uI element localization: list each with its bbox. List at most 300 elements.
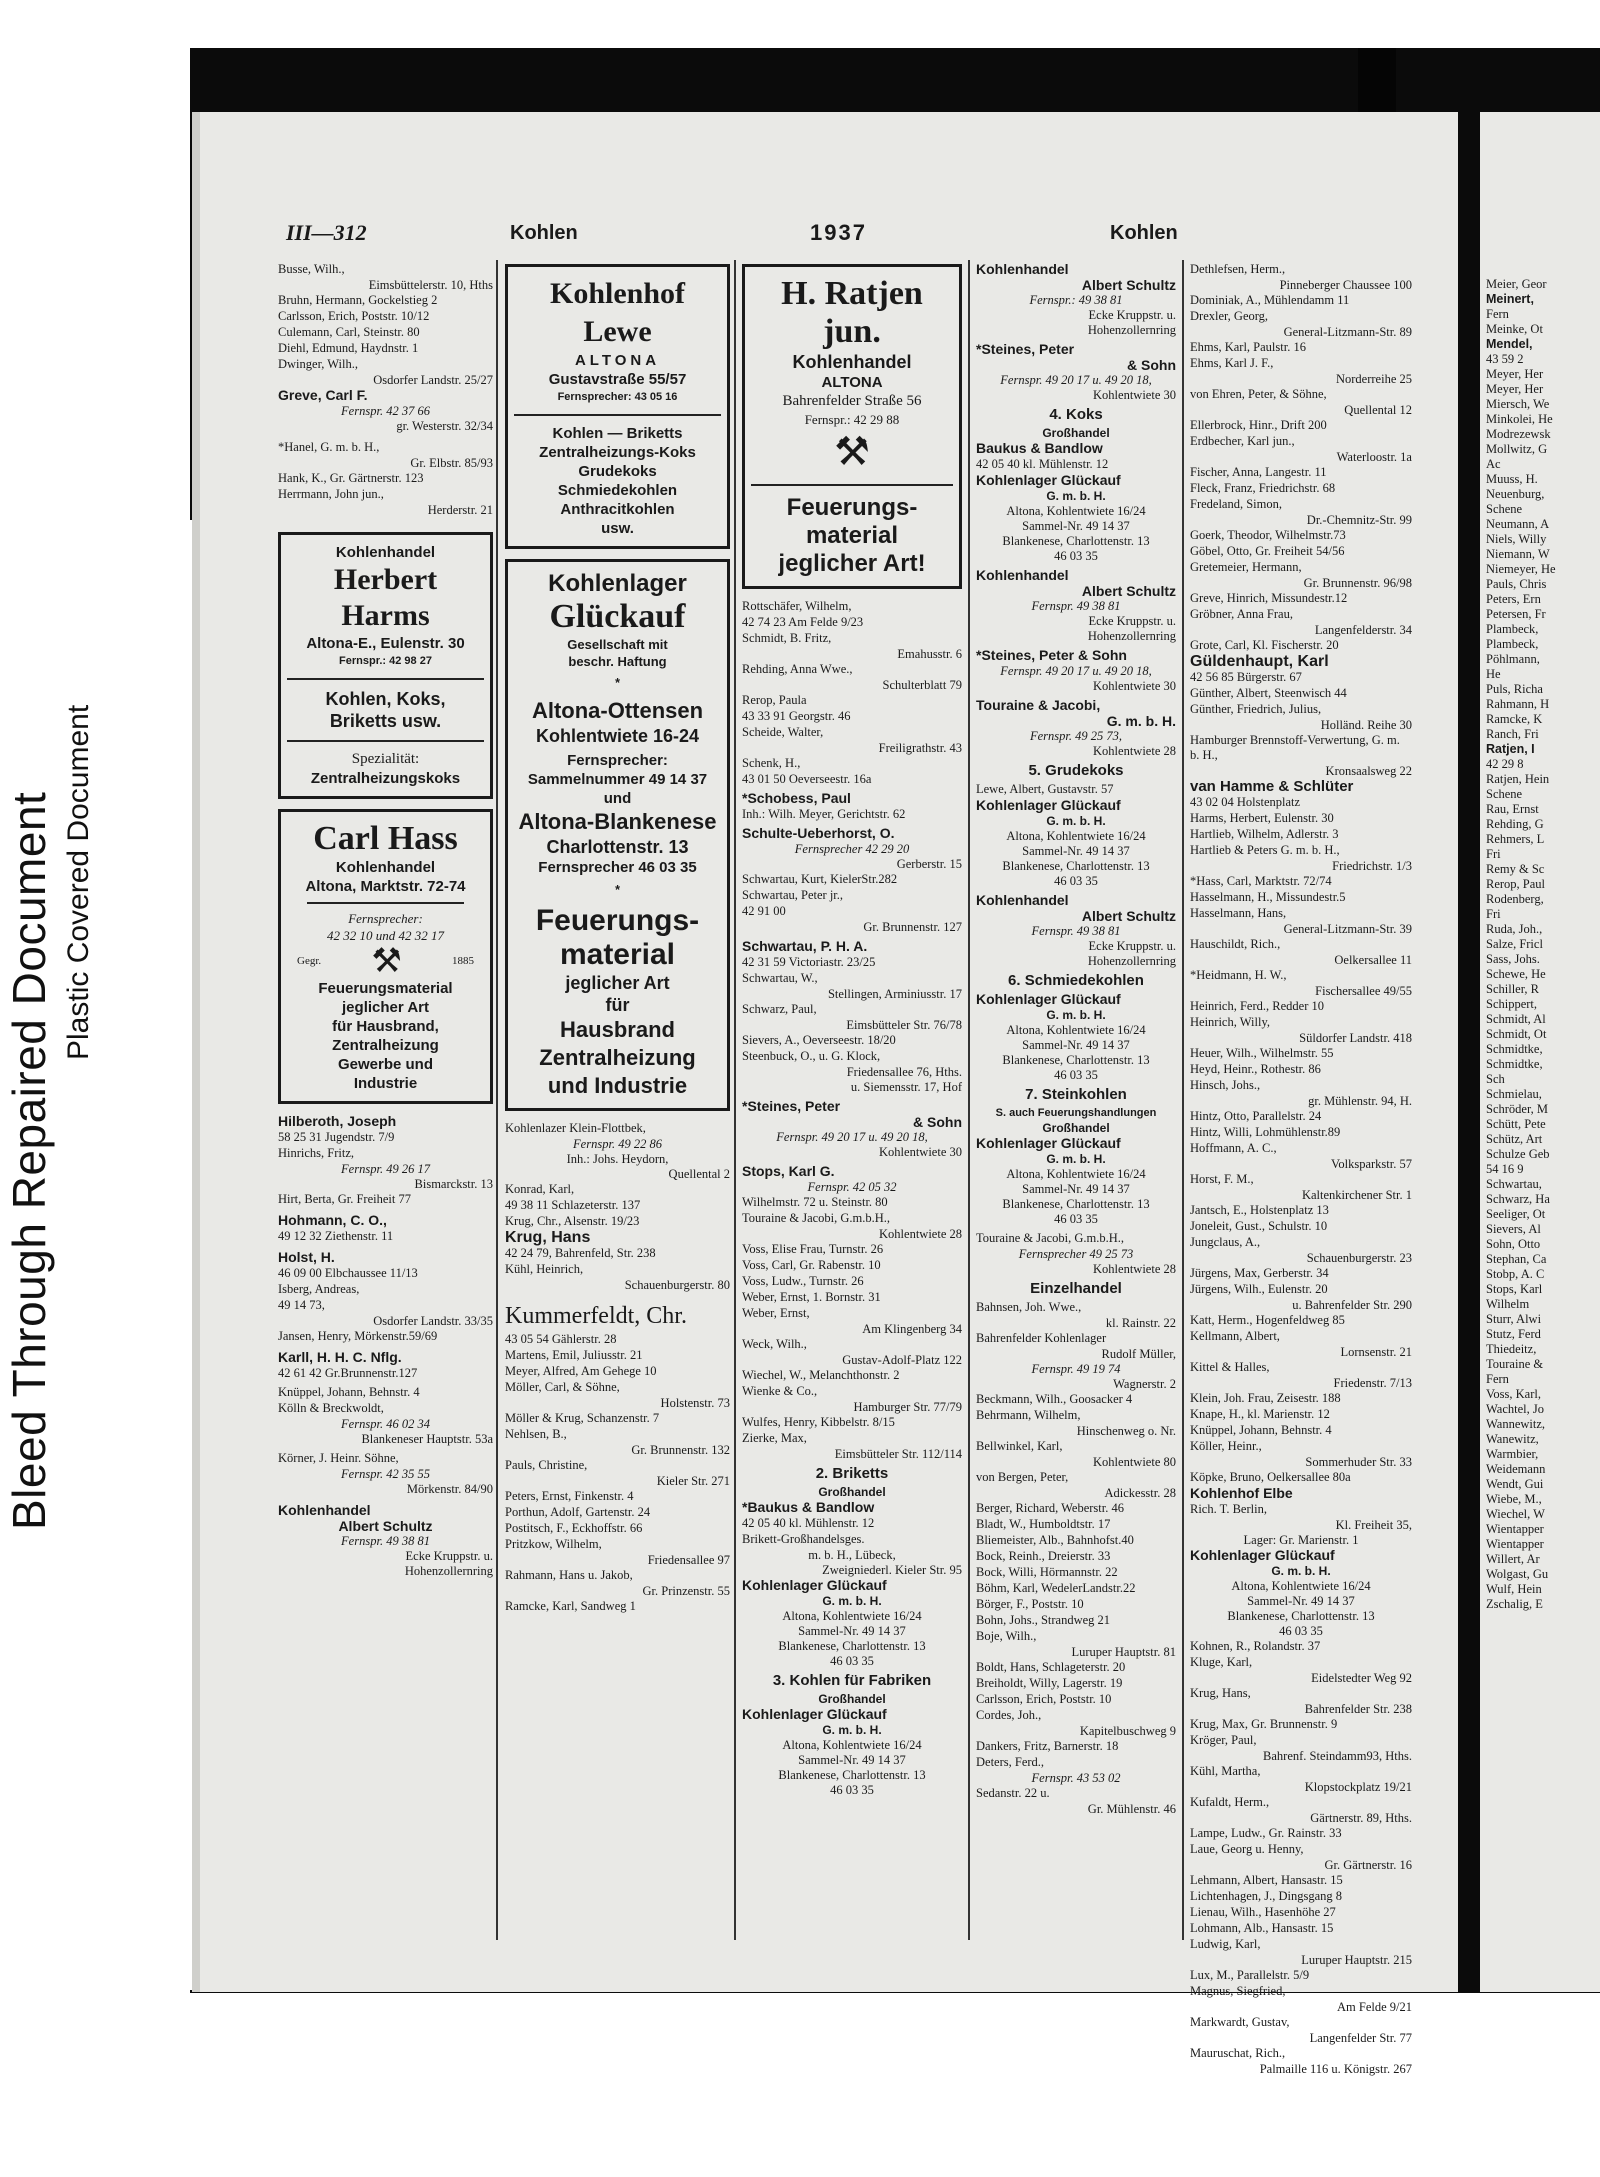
- listing: 42 61 42 Gr.Brunnenstr.127: [278, 1366, 418, 1380]
- listing: Kohlenlager Glückauf: [976, 797, 1121, 813]
- text: Schwartau,: [1486, 1177, 1542, 1191]
- ad-text: Kohlentwiete 16-24: [535, 726, 700, 746]
- listing: Sammel-Nr. 49 14 37: [1022, 1038, 1130, 1052]
- listing: Bahrenf. Steindamm93, Hths.: [1263, 1749, 1412, 1763]
- listing: G. m. b. H.: [1046, 489, 1106, 503]
- text: Sohn, Otto: [1486, 1237, 1541, 1251]
- listing: Ecke Kruppstr. u.: [1088, 308, 1176, 322]
- listing: Lager: Gr. Marienstr. 1: [1243, 1533, 1359, 1547]
- listing: Sammel-Nr. 49 14 37: [1247, 1594, 1355, 1608]
- text: Rodenberg,: [1486, 892, 1544, 906]
- listing: Jürgens, Max, Gerberstr. 34: [1190, 1266, 1329, 1280]
- listing: Pinneberger Chaussee 100: [1279, 278, 1412, 292]
- listing: Karll, H. H. C. Nflg.: [278, 1349, 402, 1365]
- ad-text: Fernspr.: 42 29 88: [804, 412, 900, 427]
- listing: Katt, Herm., Hogenfeldweg 85: [1190, 1313, 1345, 1327]
- listing: Am Klingenberg 34: [862, 1322, 962, 1336]
- listing: Hohenzollernring: [1087, 629, 1176, 643]
- listing: Joneleit, Gust., Schulstr. 10: [1190, 1219, 1328, 1233]
- listing: Fernspr. 49 26 17: [341, 1162, 430, 1176]
- stamp-bleed-through: Bleed Through Repaired Document: [3, 791, 55, 1530]
- listing: Blankenese, Charlottenstr. 13: [778, 1768, 926, 1782]
- listing: Süldorfer Landstr. 418: [1299, 1031, 1412, 1045]
- listing: Carlsson, Erich, Poststr. 10/12: [278, 309, 430, 323]
- text: Niels, Willy: [1486, 532, 1547, 546]
- ad-text: Fernsprecher:: [567, 752, 668, 769]
- listing: Hartlieb & Peters G. m. b. H.,: [1190, 843, 1340, 857]
- listing: Günther, Friedrich, Julius,: [1190, 702, 1322, 716]
- text: Plambeck,: [1486, 622, 1539, 636]
- listing: Böhm, Karl, WedelerLandstr.22: [976, 1581, 1136, 1595]
- text: Sievers, Al: [1486, 1222, 1541, 1236]
- listing: Luruper Hauptstr. 215: [1301, 1953, 1412, 1967]
- listing: Luruper Hauptstr. 81: [1071, 1645, 1176, 1659]
- listing: Bismarckstr. 13: [414, 1177, 493, 1191]
- text: Stobp, A. C: [1486, 1267, 1545, 1281]
- text: Wilhelm: [1486, 1297, 1530, 1311]
- ad-text: jeglicher Art!: [778, 550, 926, 577]
- listing: u. Siemensstr. 17, Hof: [850, 1080, 962, 1094]
- listing: Hartlieb, Wilhelm, Adlerstr. 3: [1190, 827, 1339, 841]
- listing: Blankenese, Charlottenstr. 13: [1002, 534, 1150, 548]
- listing: G. m. b. H.: [1271, 1564, 1331, 1578]
- listing: Jürgens, Wilh., Eulenstr. 20: [1190, 1282, 1328, 1296]
- listing: Weber, Ernst, 1. Bornstr. 31: [742, 1290, 881, 1304]
- listing: Kohlentwiete 30: [1093, 388, 1176, 402]
- ad-text: Zentralheizung: [539, 1045, 696, 1070]
- listing: Greve, Hinrich, Missundestr.12: [1190, 591, 1348, 605]
- listing: Rottschäfer, Wilhelm,: [742, 599, 852, 613]
- text: Zschalig, E: [1486, 1597, 1543, 1611]
- listing: Bliemeister, Alb., Bahnhofst.40: [976, 1533, 1134, 1547]
- listing: Stellingen, Arminiusstr. 17: [827, 987, 962, 1001]
- listing: 46 03 35: [1054, 549, 1098, 563]
- text: Fern: [1486, 1372, 1509, 1386]
- listing: Bock, Willi, Hörmannstr. 22: [976, 1565, 1118, 1579]
- text: Ac: [1486, 457, 1501, 471]
- text: Weidemann: [1486, 1462, 1546, 1476]
- listing: Freiligrathstr. 43: [878, 741, 962, 755]
- listing: Schulterblatt 79: [882, 678, 962, 692]
- column-4: [976, 262, 1176, 1817]
- ad-text: Zentralheizungs-Koks: [539, 444, 696, 461]
- text: Meinke, Ot: [1486, 322, 1543, 336]
- text: Willert, Ar: [1486, 1552, 1540, 1566]
- text: Schütt, Pete: [1486, 1117, 1546, 1131]
- listing: Touraine & Jacobi, G.m.b.H.,: [976, 1231, 1125, 1245]
- listing: Peters, Ernst, Finkenstr. 4: [505, 1489, 634, 1503]
- text: Meyer, Her: [1486, 367, 1544, 381]
- listing: Bladt, W., Humboldtstr. 17: [976, 1517, 1111, 1531]
- listing: 46 03 35: [830, 1783, 874, 1797]
- listing: G. m. b. H.: [822, 1723, 882, 1737]
- text: Rau, Ernst: [1486, 802, 1539, 816]
- ad-text: für Hausbrand,: [332, 1018, 439, 1035]
- listing: Lux, M., Parallelstr. 5/9: [1190, 1968, 1310, 1982]
- listing: Hohenzollernring: [404, 1564, 493, 1578]
- section-subheading: Großhandel: [818, 1692, 886, 1706]
- listing: Gr. Elbstr. 85/93: [410, 456, 493, 470]
- listing: 43 01 50 Oeverseestr. 16a: [742, 772, 872, 786]
- listing: Dominiak, A., Mühlendamm 11: [1190, 293, 1350, 307]
- listing: Friedrichstr. 1/3: [1332, 859, 1412, 873]
- listing: Altona, Kohlentwiete 16/24: [1006, 1167, 1146, 1181]
- listing: Herderstr. 21: [427, 503, 493, 517]
- listing: Güldenhaupt, Karl: [1190, 653, 1329, 670]
- listing: Fernspr. 42 05 32: [807, 1180, 897, 1194]
- listing: 42 74 23 Am Felde 9/23: [742, 615, 864, 629]
- listing: 49 12 32 Ziethenstr. 11: [278, 1229, 394, 1243]
- listing: Baukus & Bandlow: [976, 440, 1103, 456]
- listing: Kohnen, R., Rolandstr. 37: [1190, 1639, 1321, 1653]
- listing: Rudolf Müller,: [1101, 1347, 1176, 1361]
- listing: Hintz, Otto, Parallelstr. 24: [1190, 1109, 1322, 1123]
- listing: Fernsprecher 49 25 73: [1018, 1247, 1134, 1261]
- listing: 42 24 79, Bahrenfeld, Str. 238: [505, 1246, 656, 1260]
- listing: Schauenburgerstr. 23: [1306, 1251, 1412, 1265]
- text: Meier, Geor: [1486, 277, 1547, 291]
- listing: Knüppel, Johann, Behnstr. 4: [278, 1385, 420, 1399]
- listing: General-Litzmann-Str. 39: [1283, 922, 1412, 936]
- column-divider: [734, 260, 736, 1940]
- listing: Dankers, Fritz, Barnerstr. 18: [976, 1739, 1119, 1753]
- section-note: S. auch Feuerungshandlungen: [995, 1107, 1157, 1119]
- ad-text: 42 32 10 und 42 32 17: [327, 928, 444, 943]
- listing: Günther, Albert, Steenwisch 44: [1190, 686, 1347, 700]
- listing: Magnus, Siegfried,: [1190, 1984, 1286, 1998]
- listing: Altona, Kohlentwiete 16/24: [782, 1609, 922, 1623]
- ad-text: Kohlen, Koks,: [325, 689, 446, 709]
- advert-ratjen: [742, 264, 962, 589]
- section-subheading: Großhandel: [1042, 426, 1110, 440]
- listing: Heyd, Heinr., Rothestr. 86: [1190, 1062, 1321, 1076]
- text: Wendt, Gui: [1486, 1477, 1544, 1491]
- listing: 43 02 04 Holstenplatz: [1190, 795, 1301, 809]
- ad-rule: [287, 740, 484, 742]
- listing: Greve, Carl F.: [278, 387, 368, 403]
- header-year: 1937: [810, 220, 867, 245]
- text: Mollwitz, G: [1486, 442, 1548, 456]
- text: Wolgast, Gu: [1486, 1567, 1549, 1581]
- listing: Sievers, A., Oeverseestr. 18/20: [742, 1033, 896, 1047]
- listing: Kohlentwiete 28: [1093, 744, 1176, 758]
- listing: Bruhn, Hermann, Gockelstieg 2: [278, 293, 438, 307]
- text: Ruda, Joh.,: [1486, 922, 1543, 936]
- listing: von Ehren, Peter, & Söhne,: [1190, 387, 1327, 401]
- text: Sch: [1486, 1072, 1505, 1086]
- ad-text: Altona-Blankenese: [518, 809, 717, 834]
- listing: Sammel-Nr. 49 14 37: [798, 1624, 906, 1638]
- listing: Schenk, H.,: [742, 756, 801, 770]
- listing: Culemann, Carl, Steinstr. 80: [278, 325, 420, 339]
- listing: Inh.: Johs. Heydorn,: [566, 1152, 669, 1166]
- listing: Altona, Kohlentwiete 16/24: [1231, 1579, 1371, 1593]
- text: Rehmers, L: [1486, 832, 1545, 846]
- listing: & Sohn: [913, 1114, 962, 1130]
- ad-text: Grudekoks: [578, 463, 657, 480]
- text: Rahmann, H: [1486, 697, 1550, 711]
- listing: Emahusstr. 6: [897, 647, 962, 661]
- listing: Hasselmann, Hans,: [1190, 906, 1287, 920]
- ad-text: für: [605, 995, 630, 1015]
- listing: Möller & Krug, Schanzenstr. 7: [505, 1411, 660, 1425]
- listing: Holstenstr. 73: [660, 1396, 730, 1410]
- text: Stephan, Ca: [1486, 1252, 1547, 1266]
- listing: Rahmann, Hans u. Jakob,: [505, 1568, 633, 1582]
- text: Stops, Karl: [1486, 1282, 1543, 1296]
- listing: Kummerfeldt, Chr.: [505, 1303, 687, 1329]
- listing: Hasselmann, H., Missundestr.5: [1190, 890, 1346, 904]
- listing: Göbel, Otto, Gr. Freiheit 54/56: [1190, 544, 1345, 558]
- listing: Körner, J. Heinr. Söhne,: [278, 1451, 399, 1465]
- ad-text: Bahrenfelder Straße 56: [782, 393, 922, 409]
- listing: Kröger, Paul,: [1190, 1733, 1257, 1747]
- listing: Bohn, Johs., Strandweg 21: [976, 1613, 1111, 1627]
- listing: Am Felde 9/21: [1337, 2000, 1412, 2014]
- ad-text: Hausbrand: [560, 1017, 675, 1042]
- listing: Ellerbrock, Hinr., Drift 200: [1190, 418, 1327, 432]
- listing: Schwartau, W.,: [742, 971, 818, 985]
- listing: Mauruschat, Rich.,: [1190, 2046, 1286, 2060]
- column-1: [278, 262, 493, 1579]
- right-facing-page: [1480, 112, 1600, 1992]
- listing: Rich. T. Berlin,: [1190, 1502, 1267, 1516]
- text: Schmidtke,: [1486, 1057, 1543, 1071]
- listing: Norderreihe 25: [1335, 372, 1412, 386]
- listing: Kohlenhof Elbe: [1190, 1485, 1293, 1501]
- listing: Laue, Georg u. Henny,: [1190, 1842, 1304, 1856]
- advert-herbert-harms: [278, 532, 493, 799]
- listing: Kühl, Heinrich,: [505, 1262, 584, 1276]
- ad-text: usw.: [601, 520, 634, 537]
- text: He: [1486, 667, 1501, 681]
- listing: Diehl, Edmund, Haydnstr. 1: [278, 341, 419, 355]
- listing: Kieler Str. 271: [656, 1474, 730, 1488]
- listing: 46 03 35: [1054, 1068, 1098, 1082]
- listing: Krug, Max, Gr. Brunnenstr. 9: [1190, 1717, 1338, 1731]
- advert-kohlenhof-lewe: [505, 264, 730, 549]
- listing: Sammel-Nr. 49 14 37: [1022, 844, 1130, 858]
- ad-rule: [307, 902, 464, 904]
- listing: Schwartau, Peter jr.,: [742, 888, 844, 902]
- text: Schippert,: [1486, 997, 1538, 1011]
- ad-text: Spezialität:: [351, 751, 420, 767]
- listing: Möller, Carl, & Söhne,: [505, 1380, 620, 1394]
- text: Schiller, R: [1486, 982, 1539, 996]
- listing: Cordes, Joh.,: [976, 1708, 1042, 1722]
- listing: Hank, K., Gr. Gärtnerstr. 123: [278, 471, 424, 485]
- listing: Volksparkstr. 57: [1330, 1157, 1412, 1171]
- listing: *Heidmann, H. W.,: [1190, 968, 1287, 982]
- listing: Mörkenstr. 84/90: [406, 1482, 493, 1496]
- text: Rerop, Paul: [1486, 877, 1546, 891]
- ad-text: Kohlenhandel: [792, 352, 912, 372]
- text: Wiebe, M.,: [1486, 1492, 1542, 1506]
- ad-text: jeglicher Art: [565, 973, 670, 993]
- listing: Sammel-Nr. 49 14 37: [1022, 1182, 1130, 1196]
- column-divider: [496, 260, 498, 1940]
- text: 54 16 9: [1486, 1162, 1524, 1176]
- listing: 46 03 35: [1279, 1624, 1323, 1638]
- listing: Fernspr. 49 20 17 u. 49 20 18,: [1000, 373, 1152, 387]
- listing: Langenfelder Str. 77: [1309, 2031, 1412, 2045]
- ad-text: Gustavstraße 55/57: [548, 371, 687, 388]
- listing: Waterloostr. 1a: [1336, 450, 1412, 464]
- page-header: [200, 220, 1458, 260]
- listing: 46 03 35: [1054, 1212, 1098, 1226]
- text: Schewe, He: [1486, 967, 1546, 981]
- listing: Hinrichs, Fritz,: [278, 1146, 355, 1160]
- listing: Jantsch, E., Holstenplatz 13: [1190, 1203, 1329, 1217]
- listing: Albert Schultz: [1081, 583, 1176, 599]
- ad-text: Zentralheizung: [332, 1037, 439, 1054]
- listing: kl. Rainstr. 22: [1105, 1316, 1176, 1330]
- listing: Kohlenhandel: [278, 1502, 371, 1518]
- text: Muuss, H.: [1486, 472, 1538, 486]
- text: Petersen, Fr: [1486, 607, 1546, 621]
- column-divider: [968, 260, 970, 1940]
- listing: Gr. Brunnenstr. 132: [631, 1443, 730, 1457]
- text: Plambeck,: [1486, 637, 1539, 651]
- text: 43 59 2: [1486, 352, 1524, 366]
- listing: Albert Schultz: [1081, 908, 1176, 924]
- listing: Harms, Herbert, Eulenstr. 30: [1190, 811, 1334, 825]
- listing: Isberg, Andreas,: [278, 1282, 360, 1296]
- listing: Kühl, Martha,: [1190, 1764, 1261, 1778]
- text: Neuenburg,: [1486, 487, 1545, 501]
- listing: Busse, Wilh.,: [278, 262, 345, 276]
- listing: Holst, H.: [278, 1249, 335, 1265]
- listing: Stops, Karl G.: [742, 1163, 835, 1179]
- listing: Fernspr. 46 02 34: [341, 1417, 430, 1431]
- text: Schmidt, Ot: [1486, 1027, 1547, 1041]
- listing: Heinrich, Willy,: [1190, 1015, 1271, 1029]
- listing: Fernsprecher 42 29 20: [794, 842, 910, 856]
- listing: Lichtenhagen, J., Dingsgang 8: [1190, 1889, 1343, 1903]
- listing: Voss, Elise Frau, Turnstr. 26: [742, 1242, 884, 1256]
- listing: Kohlenlazer Klein-Flottbek,: [505, 1121, 646, 1135]
- text: Pauls, Chris: [1486, 577, 1547, 591]
- listing: Fernspr. 49 20 17 u. 49 20 18,: [1000, 664, 1152, 678]
- listing: Deters, Ferd.,: [976, 1755, 1045, 1769]
- listing: Gr. Brunnenstr. 96/98: [1303, 576, 1412, 590]
- listing: Lienau, Wilh., Hasenhöhe 27: [1190, 1905, 1336, 1919]
- ad-rule: [287, 678, 484, 680]
- listing: Weck, Wilh.,: [742, 1337, 807, 1351]
- listing: Kohlenlager Glückauf: [976, 1135, 1121, 1151]
- text: Warmbier,: [1486, 1447, 1539, 1461]
- listing: Wienke & Co.,: [742, 1384, 818, 1398]
- listing: Zweigniederl. Kieler Str. 95: [822, 1563, 962, 1577]
- text: Ratjen, I: [1486, 742, 1535, 756]
- ad-text: Gewerbe und: [337, 1056, 434, 1073]
- listing: Wulfes, Henry, Kibbelstr. 8/15: [742, 1415, 895, 1429]
- listing: Albert Schultz: [1081, 277, 1176, 293]
- listing: Blankenese, Charlottenstr. 13: [1227, 1609, 1375, 1623]
- text: Peters, Ern: [1486, 592, 1541, 606]
- header-left-title: Kohlen: [510, 222, 578, 244]
- ad-text: Feuerungs-: [786, 494, 918, 521]
- listing: Kohlentwiete 28: [879, 1227, 962, 1241]
- star-icon: *: [615, 883, 620, 897]
- text: Meinert,: [1486, 292, 1534, 306]
- listing: Hauschildt, Rich.,: [1190, 937, 1281, 951]
- text: Sturr, Alwi: [1486, 1312, 1542, 1326]
- listing: Gröbner, Anna Frau,: [1190, 607, 1293, 621]
- listing: Kohlenhandel: [976, 567, 1069, 583]
- listing: Bahnsen, Joh. Wwe.,: [976, 1300, 1082, 1314]
- ad-text: und: [603, 790, 632, 807]
- listing: *Hanel, G. m. b. H.,: [278, 440, 380, 454]
- listing: Bahrenfelder Str. 238: [1304, 1702, 1412, 1716]
- listing: Breiholdt, Willy, Lagerstr. 19: [976, 1676, 1123, 1690]
- listing: G. m. b. H.: [1046, 814, 1106, 828]
- listing: van Hamme & Schlüter: [1190, 778, 1354, 795]
- listing: Carlsson, Erich, Poststr. 10: [976, 1692, 1112, 1706]
- listing: Ehms, Karl J. F.,: [1190, 356, 1274, 370]
- listing: Köpke, Bruno, Oelkersallee 80a: [1190, 1470, 1351, 1484]
- listing: *Baukus & Bandlow: [742, 1499, 875, 1515]
- listing: Altona, Kohlentwiete 16/24: [1006, 504, 1146, 518]
- listing: Jansen, Henry, Mörkenstr.59/69: [278, 1329, 438, 1343]
- listing: Markwardt, Gustav,: [1190, 2015, 1290, 2029]
- listing: Hilberoth, Joseph: [278, 1113, 397, 1129]
- listing: Börger, F., Poststr. 10: [976, 1597, 1084, 1611]
- listing: Knape, H., kl. Marienstr. 12: [1190, 1407, 1330, 1421]
- ad-text: Zentralheizungskoks: [310, 770, 461, 787]
- listing: Blankeneser Hauptstr. 53a: [361, 1432, 493, 1446]
- listing: G. m. b. H.: [1106, 713, 1176, 729]
- advert-kohlenlager-glueckauf: [505, 559, 730, 1111]
- listing: Fernspr. 43 53 02: [1031, 1771, 1121, 1785]
- ad-rule: [751, 484, 953, 486]
- listing: Oelkersallee 11: [1334, 953, 1412, 967]
- text: Schene: [1486, 787, 1523, 801]
- listing: Krug, Chr., Alsenstr. 19/23: [505, 1214, 640, 1228]
- listing: Klein, Joh. Frau, Zeisestr. 188: [1190, 1391, 1341, 1405]
- listing: Heuer, Wilh., Wilhelmstr. 55: [1190, 1046, 1334, 1060]
- ad-text: Briketts usw.: [329, 711, 442, 731]
- listing: Lehmann, Albert, Hansastr. 15: [1190, 1873, 1343, 1887]
- text: Schmielau,: [1486, 1087, 1542, 1101]
- listing: *Steines, Peter: [742, 1098, 841, 1114]
- listing: Ramcke, Karl, Sandweg 1: [505, 1599, 636, 1613]
- listing: Scheide, Walter,: [742, 725, 824, 739]
- listing: *Steines, Peter: [976, 341, 1075, 357]
- listing: Gr. Prinzenstr. 55: [642, 1584, 730, 1598]
- listing: Ecke Kruppstr. u.: [405, 1549, 493, 1563]
- text: Miersch, We: [1486, 397, 1550, 411]
- listing: Sammel-Nr. 49 14 37: [798, 1753, 906, 1767]
- listing: 42 05 40 kl. Mühlenstr. 12: [976, 457, 1109, 471]
- listing: Kittel & Halles,: [1190, 1360, 1270, 1374]
- listing: Kl. Freiheit 35,: [1335, 1518, 1412, 1532]
- text: Modrezewsk: [1486, 427, 1551, 441]
- ad-text: Fernsprecher: 43 05 16: [557, 391, 678, 403]
- ad-title: Herbert Harms: [333, 563, 438, 632]
- listing: Jungclaus, A.,: [1190, 1235, 1261, 1249]
- ad-text: Kohlen — Briketts: [552, 425, 683, 442]
- text: 42 29 8: [1486, 757, 1524, 771]
- listing: Krug, Hans: [505, 1229, 591, 1246]
- ad-text: Gegr.: [297, 955, 322, 967]
- listing: Fernspr. 49 25 73,: [1029, 729, 1123, 743]
- right-page-text: [1486, 277, 1600, 1612]
- listing: 43 05 54 Gählerstr. 28: [505, 1332, 617, 1346]
- listing: Palmaille 116 u. Königstr. 267: [1259, 2062, 1412, 2076]
- listing: & Sohn: [1127, 357, 1176, 373]
- text: Ranch, Fri: [1486, 727, 1539, 741]
